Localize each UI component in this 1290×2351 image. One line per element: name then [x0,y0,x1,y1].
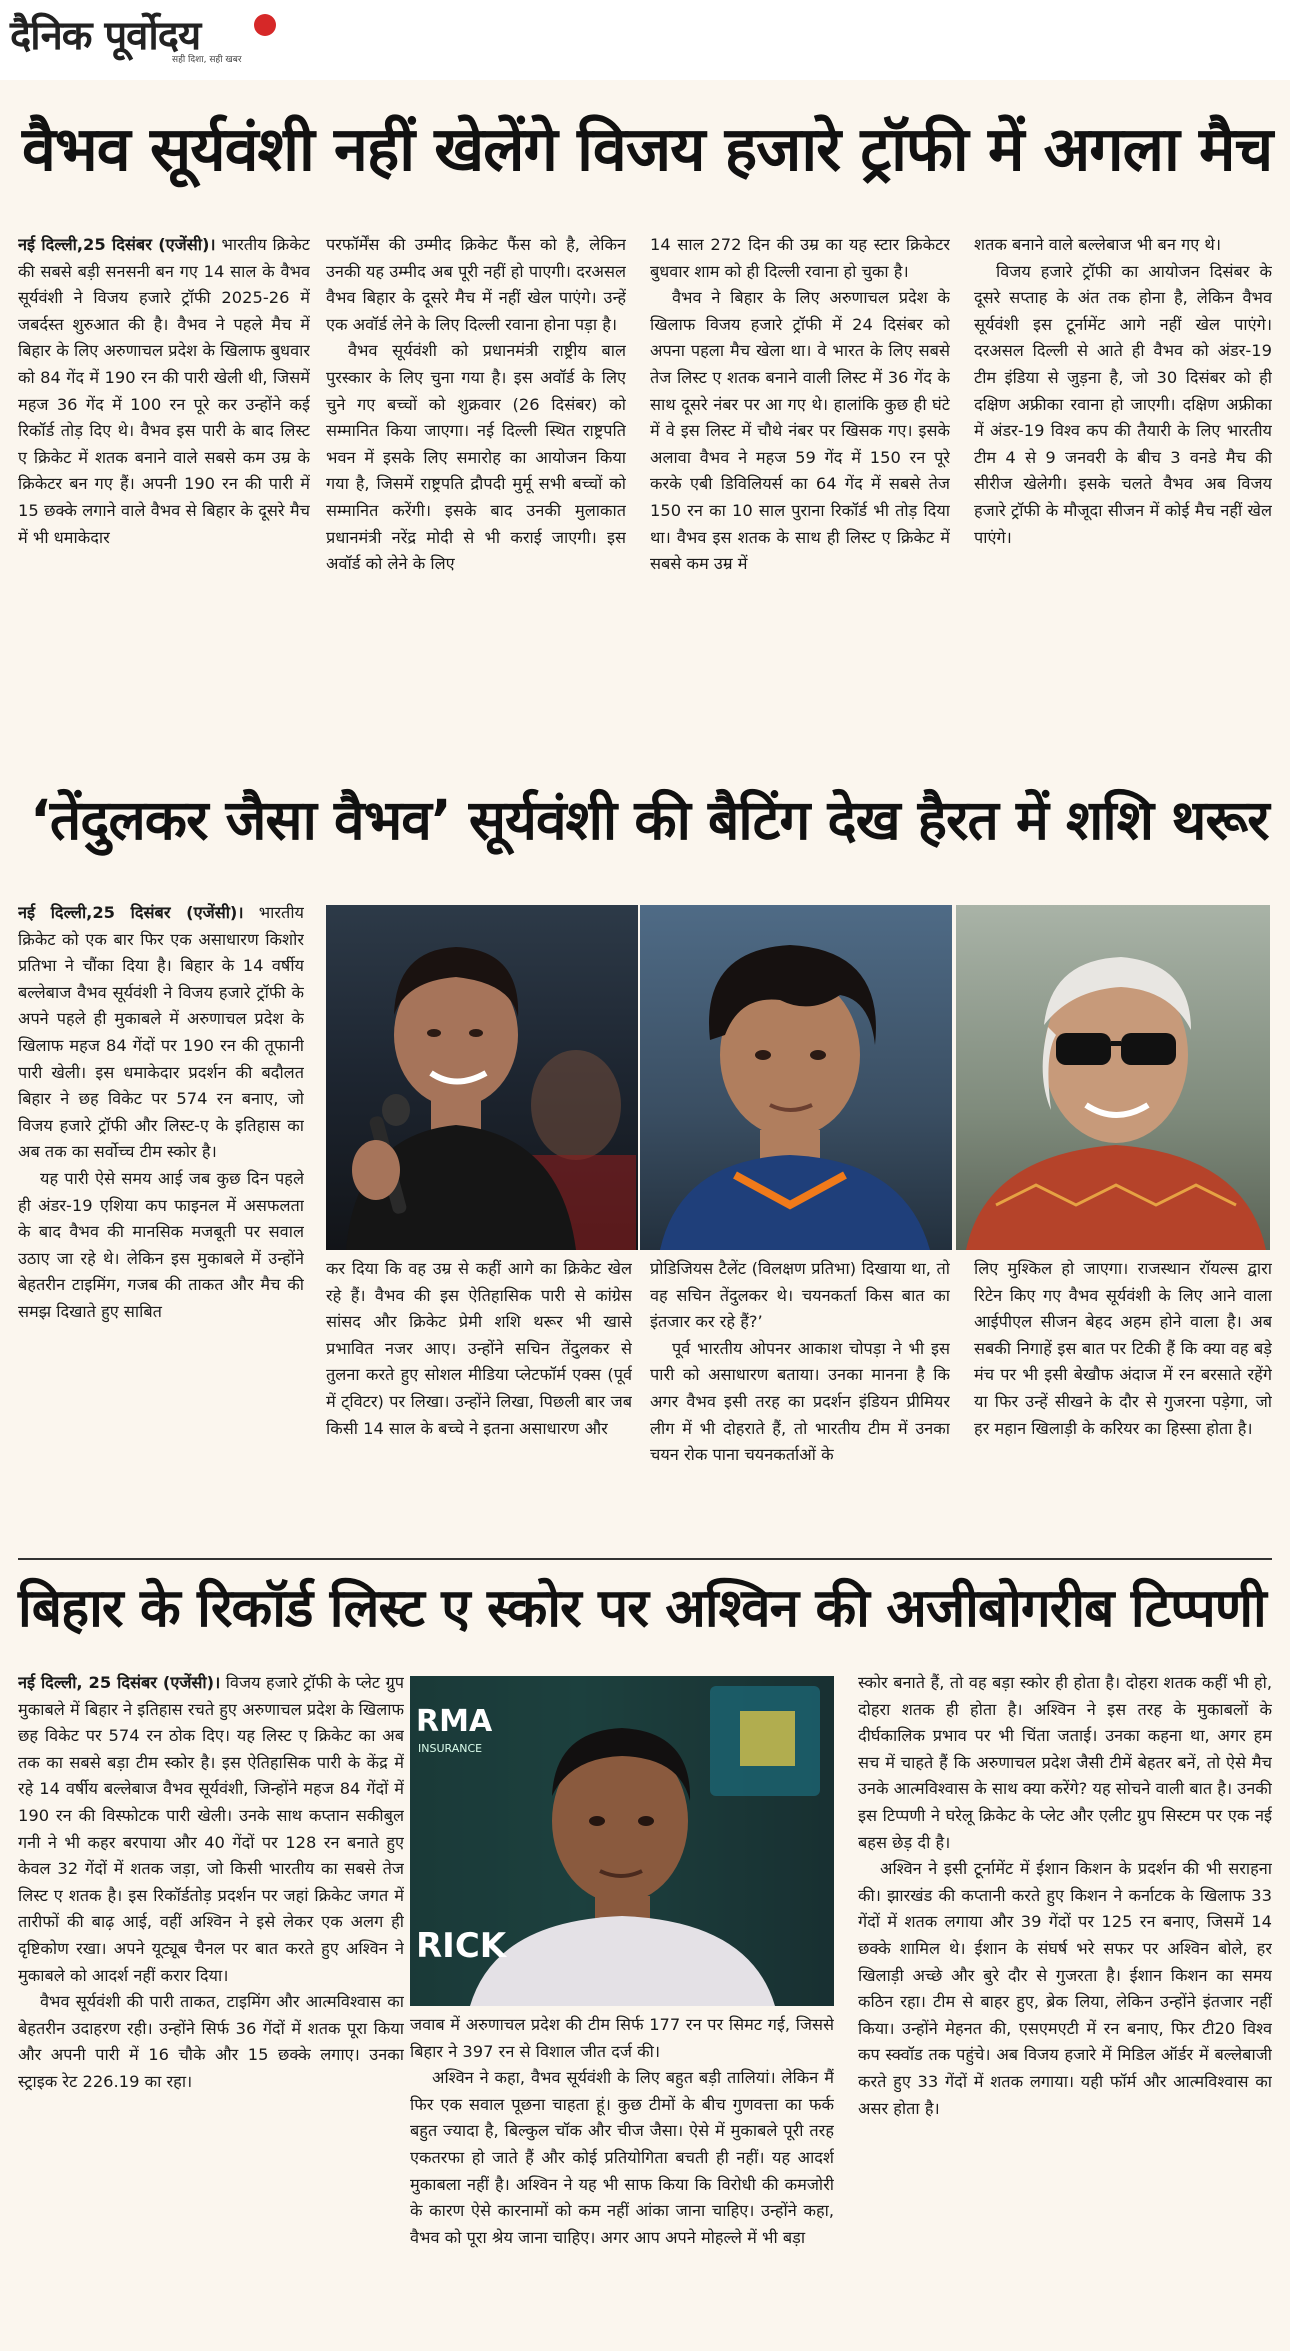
photo-shashi-tharoor [956,905,1270,1250]
article2-col3-para1: प्रोडिजियस टैलेंट (विलक्षण प्रतिभा) दिखाया था, तो वह सचिन तेंदुलकर थे। चयनकर्ता किस बात का इंतजार कर रहे हैं?’ [650,1259,950,1332]
section-divider [18,1558,1272,1560]
photo-sachin-tendulkar [326,905,638,1250]
article1-column-2 [326,232,626,752]
photo-ravichandran-ashwin [410,1676,834,2006]
ashwin-backdrop-text-1: RMA [416,1704,493,1739]
photo-vaibhav-suryavanshi [640,905,952,1250]
article1-col2-para2: वैभव सूर्यवंशी को प्रधानमंत्री राष्ट्रीय बाल पुरस्कार के लिए चुना गया है। इस अवॉर्ड के लिए चुने गए बच्चों को शुक्रवार (26 दिसंबर) को सम्मानित किया जाएगा। नई दिल्ली स्थित राष्ट्रपति भवन में इसके लिए समारोह का आयोजन किया गया है, जिसमें राष्ट्रपति द्रौपदी मुर्मू सभी बच्चों को सम्मानित करेंगी। इसके बाद उनकी मुलाकात प्रधानमंत्री नरेंद्र मोदी से भी कराई जाएगी। इस अवॉर्ड को लेने के लिए [326,341,626,574]
article3-col2-para2: अश्विन ने कहा, वैभव सूर्यवंशी के लिए बहुत बड़ी तालियां। लेकिन मैं फिर एक सवाल पूछना चाहता हूं। कुछ टीमों के बीच गुणवत्ता का फर्क बहुत ज्यादा है, बिल्कुल चॉक और चीज जैसा। ऐसे में मुकाबले पूरी तरह एकतरफा हो जाते हैं और कोई प्रतियोगिता बचती ही नहीं। यह आदर्श मुकाबला नहीं है। अश्विन ने यह भी साफ किया कि विरोधी की कमजोरी के कारण ऐसे कारनामों को कम नहीं आंका जाना चाहिए। उन्होंने कहा, वैभव को पूरा श्रेय जाना चाहिए। अगर आप अपने मोहल्ले में भी बड़ा [410,2068,834,2247]
article1-col4-para2: विजय हजारे ट्रॉफी का आयोजन दिसंबर के दूसरे सप्ताह के अंत तक होना है, लेकिन वैभव सूर्यवंशी इस टूर्नामेंट आगे नहीं खेल पाएंगे। दरअसल दिल्ली से आते ही वैभव को अंडर-19 टीम इंडिया से जुड़ना है, जो 30 दिसंबर को ही दक्षिण अफ्रीका रवाना हो जाएगी। दक्षिण अफ्रीका में अंडर-19 विश्व कप की तैयारी के लिए भारतीय टीम 4 से 9 जनवरी के बीच 3 वनडे मैच की सीरीज खेलेगी। इसके चलते वैभव अब विजय हजारे ट्रॉफी के मौजूदा सीजन में कोई मैच नहीं खेल पाएंगे। [974,261,1272,547]
article1-headline: वैभव सूर्यवंशी नहीं खेलेंगे विजय हजारे ट्रॉफी में अगला मैच [22,114,1273,185]
article3-headline: बिहार के रिकॉर्ड लिस्ट ए स्कोर पर अश्विन की अजीबोगरीब टिप्पणी [18,1578,1266,1639]
article2-column-2 [326,1256,632,1552]
article3-col1-para2: वैभव सूर्यवंशी की पारी ताकत, टाइमिंग और आत्मविश्वास का बेहतरीन उदाहरण रही। उन्होंने सिर्फ 36 गेंदों में शतक पूरा किया और अपनी पारी में 16 चौके और 15 छक्के लगाए। उनका स्ट्राइक रेट 226.19 का रहा। [18,1992,404,2091]
article2-headline: ‘तेंदुलकर जैसा वैभव’ सूर्यवंशी की बैटिंग देख हैरत में शशि थरूर [30,788,1269,852]
article2-column-3 [650,1256,950,1552]
article2-col1-text: भारतीय क्रिकेट को एक बार फिर एक असाधारण किशोर प्रतिभा ने चौंका दिया है। बिहार के 14 वर्षीय बल्लेबाज वैभव सूर्यवंशी ने विजय हजारे ट्रॉफी के अपने पहले ही मुकाबले में अरुणाचल प्रदेश के खिलाफ महज 84 गेंदों पर 190 रन की तूफानी पारी खेली। इस धमाकेदार प्रदर्शन की बदौलत बिहार ने छह विकेट पर 574 रन बनाए, जो विजय हजारे ट्रॉफी और लिस्ट-ए के इतिहास का अब तक का सर्वोच्च टीम स्कोर है। [18,903,304,1162]
article1-col2-para1: परफॉर्मेंस की उम्मीद क्रिकेट फैंस को है, लेकिन उनकी यह उम्मीद अब पूरी नहीं हो पाएगी। दरअसल वैभव बिहार के दूसरे मैच में नहीं खेल पाएंगे। उन्हें एक अवॉर्ड लेने के लिए दिल्ली रवाना होना पड़ा है। [326,235,626,334]
article3-col2-para1: जवाब में अरुणाचल प्रदेश की टीम सिर्फ 177 रन पर सिमट गई, जिससे बिहार ने 397 रन से विशाल जीत दर्ज की। [410,2015,834,2061]
newspaper-logo: दैनिक पूर्वोदय [10,13,201,59]
article1-col4-para1: शतक बनाने वाले बल्लेबाज भी बन गए थे। [974,235,1221,254]
tharoor-illustration [956,905,1270,1250]
logo-dot-icon [254,14,276,36]
article1-col3-para1: 14 साल 272 दिन की उम्र का यह स्टार क्रिकेटर बुधवार शाम को ही दिल्ली रवाना हो चुका है। [650,235,950,281]
article3-column-3 [858,1670,1272,2350]
article1-column-1 [18,232,310,752]
article1-dateline: नई दिल्ली,25 दिसंबर (एजेंसी)। [18,235,216,254]
article1-column-4 [974,232,1272,752]
article3-col3-para1: स्कोर बनाते हैं, तो वह बड़ा स्कोर ही होता है। दोहरा शतक कहीं भी हो, दोहरा शतक ही होता है। अश्विन ने इस तरह के मुकाबलों के दीर्घकालिक प्रभाव पर भी चिंता जताई। उनका कहना था, अगर हम सच में चाहते हैं कि अरुणाचल प्रदेश जैसी टीमें बेहतर बनें, तो ऐसे मैच उनके आत्मविश्वास के साथ क्या करेंगे? यह सोचने वाली बात है। उनकी इस टिप्पणी ने घरेलू क्रिकेट के प्लेट और एलीट ग्रुप सिस्टम पर एक नई बहस छेड़ दी है। [858,1673,1272,1852]
article1-col3-para2: वैभव ने बिहार के लिए अरुणाचल प्रदेश के खिलाफ विजय हजारे ट्रॉफी में 24 दिसंबर को अपना पहला मैच खेला था। वे भारत के लिए सबसे तेज लिस्ट ए शतक बनाने वाली लिस्ट में 36 गेंद के साथ दूसरे नंबर पर आ गए थे। हालांकि कुछ ही घंटे में वे इस लिस्ट में चौथे नंबर पर खिसक गए। इसके अलावा वैभव ने महज 59 गेंद में 150 रन पूरे करके एबी डिविलियर्स का 64 गेंद में सबसे तेज 150 रन का 10 साल पुराना रिकॉर्ड भी तोड़ दिया था। वैभव इस शतक के साथ ही लिस्ट ए क्रिकेट में सबसे कम उम्र में [650,288,950,574]
article3-column-2 [410,2012,834,2350]
article2-column-4 [974,1256,1272,1552]
article3-column-1 [18,1670,404,2350]
sachin-illustration [326,905,638,1250]
vaibhav-illustration [640,905,952,1250]
article2-col2-text: कर दिया कि वह उम्र से कहीं आगे का क्रिकेट खेल रहे हैं। वैभव की इस ऐतिहासिक पारी से कांग्रेस सांसद और क्रिकेट प्रेमी शशि थरूर भी खासे प्रभावित नजर आए। उन्होंने सचिन तेंदुलकर से तुलना करते हुए सोशल मीडिया प्लेटफॉर्म एक्स (पूर्व में ट्विटर) पर लिखा। उन्होंने लिखा, पिछली बार जब किसी 14 साल के बच्चे ने इतना असाधारण और [326,1259,632,1438]
article3-dateline: नई दिल्ली, 25 दिसंबर (एजेंसी)। [18,1673,221,1692]
ashwin-backdrop-text-3: RICK [416,1926,507,1966]
article3-col1-text: विजय हजारे ट्रॉफी के प्लेट ग्रुप मुकाबले में बिहार ने इतिहास रचते हुए अरुणाचल प्रदेश के खिलाफ छह विकेट पर 574 रन ठोक दिए। यह लिस्ट ए क्रिकेट का अब तक का सबसे बड़ा टीम स्कोर है। इस ऐतिहासिक पारी के केंद्र में रहे 14 वर्षीय बल्लेबाज वैभव सूर्यवंशी, जिन्होंने महज 84 गेंदों में 190 रन की विस्फोटक पारी खेली। उनके साथ कप्तान सकीबुल गनी ने भी कहर बरपाया और 40 गेंदों पर 128 रन बनाते हुए केवल 32 गेंदों में शतक जड़ा, जो किसी भारतीय का सबसे तेज लिस्ट ए शतक है। इस रिकॉर्डतोड़ प्रदर्शन पर जहां क्रिकेट जगत में तारीफों की बाढ़ आई, वहीं अश्विन ने इसे लेकर एक अलग ही दृष्टिकोण रखा। अपने यूट्यूब चैनल पर बात करते हुए अश्विन ने मुकाबले को आदर्श नहीं करार दिया। [18,1673,404,1985]
article2-col4-text: लिए मुश्किल हो जाएगा। राजस्थान रॉयल्स द्वारा रिटेन किए गए वैभव सूर्यवंशी के लिए आने वाला आईपीएल सीजन बेहद अहम होने वाला है। अब सबकी निगाहें इस बात पर टिकी हैं कि क्या वह बड़े मंच पर भी इसी बेखौफ अंदाज में रन बरसाते रहेंगे या फिर उन्हें सीखने के दौर से गुजरना पड़ेगा, जो हर महान खिलाड़ी के करियर का हिस्सा होता है। [974,1259,1272,1438]
masthead [0,0,1290,80]
article2-col3-para2: पूर्व भारतीय ओपनर आकाश चोपड़ा ने भी इस पारी को असाधारण बताया। उनका मानना है कि अगर वैभव इसी तरह का प्रदर्शन इंडियन प्रीमियर लीग में भी दोहराते हैं, तो भारतीय टीम में उनका चयन रोक पाना चयनकर्ताओं के [650,1338,950,1465]
article1-col1-text: भारतीय क्रिकेट की सबसे बड़ी सनसनी बन गए 14 साल के वैभव सूर्यवंशी ने विजय हजारे ट्रॉफी 2025-26 में जबर्दस्त शुरुआत की है। वैभव ने पहले मैच में बिहार के लिए अरुणाचल प्रदेश के खिलाफ बुधवार को 84 गेंद में 190 रन की पारी खेली थी, जिसमें महज 36 गेंद में 100 रन पूरे कर उन्होंने कई रिकॉर्ड तोड़ दिए थे। वैभव इस पारी के बाद लिस्ट ए क्रिकेट में शतक बनाने वाले सबसे कम उम्र के क्रिकेटर बन गए हैं। अपनी 190 रन की पारी में 15 छक्के लगाने वाले वैभव से बिहार के दूसरे मैच में भी धमाकेदार [18,235,310,547]
article3-col3-para2: अश्विन ने इसी टूर्नामेंट में ईशान किशन के प्रदर्शन की भी सराहना की। झारखंड की कप्तानी करते हुए किशन ने कर्नाटक के खिलाफ 33 गेंदों में शतक लगाया और 39 गेंदों पर 125 रन बनाए, जिसमें 14 छक्के शामिल थे। ईशान के संघर्ष भरे सफर पर अश्विन बोले, हर खिलाड़ी अच्छे और बुरे दौर से गुजरता है। ईशान किशन का समय कठिन रहा। टीम से बाहर हुए, ब्रेक लिया, लेकिन उन्होंने इंतजार नहीं किया। उन्होंने मेहनत की, एसएमएटी में रन बनाए, फिर टी20 विश्व कप स्क्वॉड तक पहुंचे। अब विजय हजारे में मिडिल ऑर्डर में बल्लेबाजी करते हुए 33 गेंदों में शतक लगाया। यही फॉर्म और आत्मविश्वास का असर होता है। [858,1859,1272,2118]
article2-col1-para2: यह पारी ऐसे समय आई जब कुछ दिन पहले ही अंडर-19 एशिया कप फाइनल में असफलता के बाद वैभव की मानसिक मजबूती पर सवाल उठाए जा रहे थे। लेकिन इस मुकाबले में उन्होंने बेहतरीन टाइमिंग, गजब की ताकत और मैच की समझ दिखाते हुए साबित [18,1168,304,1321]
article2-dateline: नई दिल्ली,25 दिसंबर (एजेंसी)। [18,903,244,922]
article1-column-3 [650,232,950,752]
newspaper-tagline: सही दिशा, सही खबर [172,55,242,65]
ashwin-backdrop-text-2: INSURANCE [418,1742,483,1755]
article2-column-1 [18,900,304,1550]
